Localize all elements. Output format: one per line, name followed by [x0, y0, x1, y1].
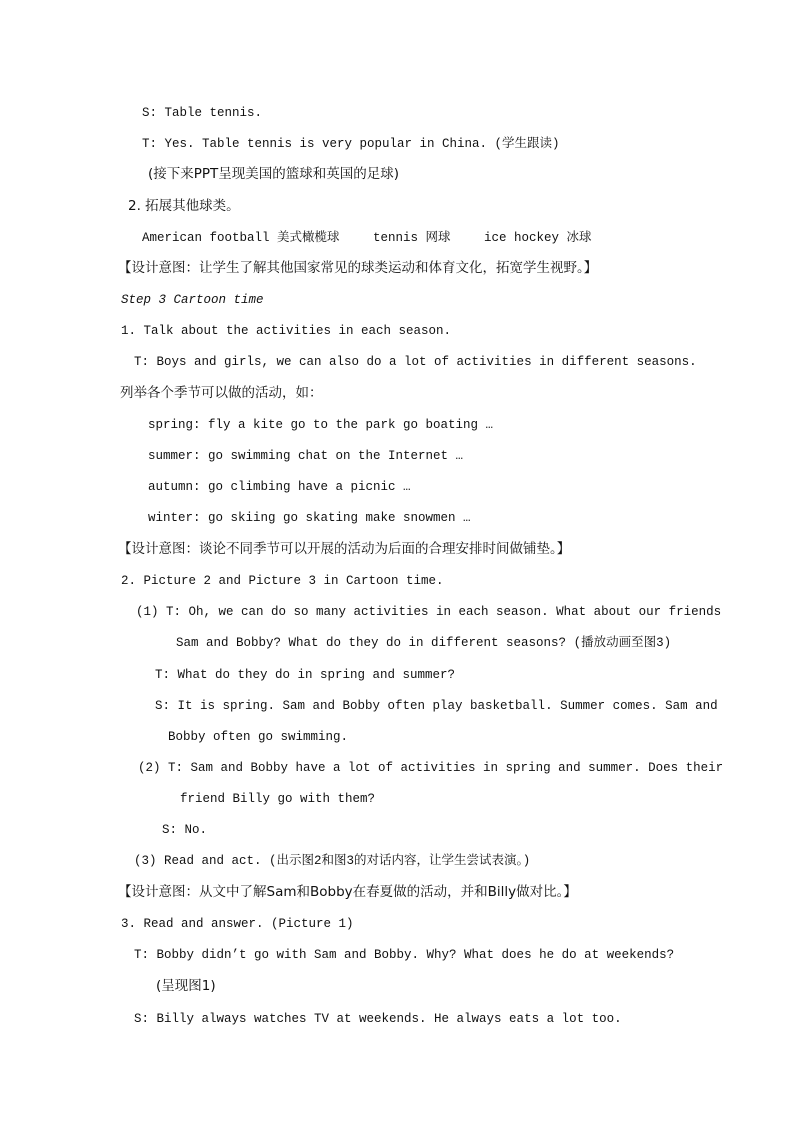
note-line: 列举各个季节可以做的活动，如：	[120, 385, 323, 401]
dialogue-line: T: Boys and girls, we can also do a lot of activities in different seasons.	[134, 355, 697, 369]
season-activity: winter: go skiing go skating make snowmen …	[148, 511, 471, 525]
section-item: 2. Picture 2 and Picture 3 in Cartoon time.	[121, 574, 444, 588]
dialogue-line: S: It is spring. Sam and Bobby often play basketball. Summer comes. Sam and	[155, 699, 718, 713]
section-item: 1. Talk about the activities in each season.	[121, 324, 452, 338]
dialogue-line: (1) T: Oh, we can do so many activities in each season. What about our friends	[136, 605, 722, 619]
design-intent: 【设计意图：从文中了解Sam和Bobby在春夏做的活动，并和Billy做对比。】	[118, 884, 577, 900]
design-intent: 【设计意图：让学生了解其他国家常见的球类运动和体育文化，拓宽学生视野。】	[118, 260, 598, 276]
season-activity: spring: fly a kite go to the park go boating …	[148, 418, 494, 432]
vocabulary-item: tennis 网球	[373, 231, 451, 245]
dialogue-line: S: No.	[162, 823, 208, 837]
step-heading: Step 3 Cartoon time	[121, 293, 264, 307]
section-item: (3) Read and act. (出示图2和图3的对话内容，让学生尝试表演。)	[134, 854, 531, 868]
dialogue-line: S: Table tennis.	[142, 106, 263, 120]
vocabulary-item: American football 美式橄榄球	[142, 231, 340, 245]
season-activity: autumn: go climbing have a picnic …	[148, 480, 411, 494]
design-intent: 【设计意图：谈论不同季节可以开展的活动为后面的合理安排时间做铺垫。】	[118, 541, 571, 557]
season-activity: summer: go swimming chat on the Internet …	[148, 449, 464, 463]
dialogue-line: T: Bobby didn’t go with Sam and Bobby. Why? What does he do at weekends?	[134, 948, 675, 962]
dialogue-line: T: Yes. Table tennis is very popular in China. (学生跟读)	[142, 137, 560, 151]
note-line: (呈现图1)	[156, 978, 216, 994]
dialogue-line: Bobby often go swimming.	[168, 730, 349, 744]
dialogue-line: T: What do they do in spring and summer?	[155, 668, 456, 682]
section-item: 3. Read and answer. (Picture 1)	[121, 917, 354, 931]
note-line: (接下来PPT呈现美国的篮球和英国的足球)	[148, 166, 400, 182]
section-item: 2. 拓展其他球类。	[128, 198, 240, 214]
dialogue-line: Sam and Bobby? What do they do in different seasons? (播放动画至图3)	[176, 636, 672, 650]
dialogue-line: friend Billy go with them?	[180, 792, 376, 806]
vocabulary-item: ice hockey 冰球	[484, 231, 592, 245]
dialogue-line: (2) T: Sam and Bobby have a lot of activities in spring and summer. Does their	[138, 761, 724, 775]
dialogue-line: S: Billy always watches TV at weekends. He always eats a lot too.	[134, 1012, 622, 1026]
